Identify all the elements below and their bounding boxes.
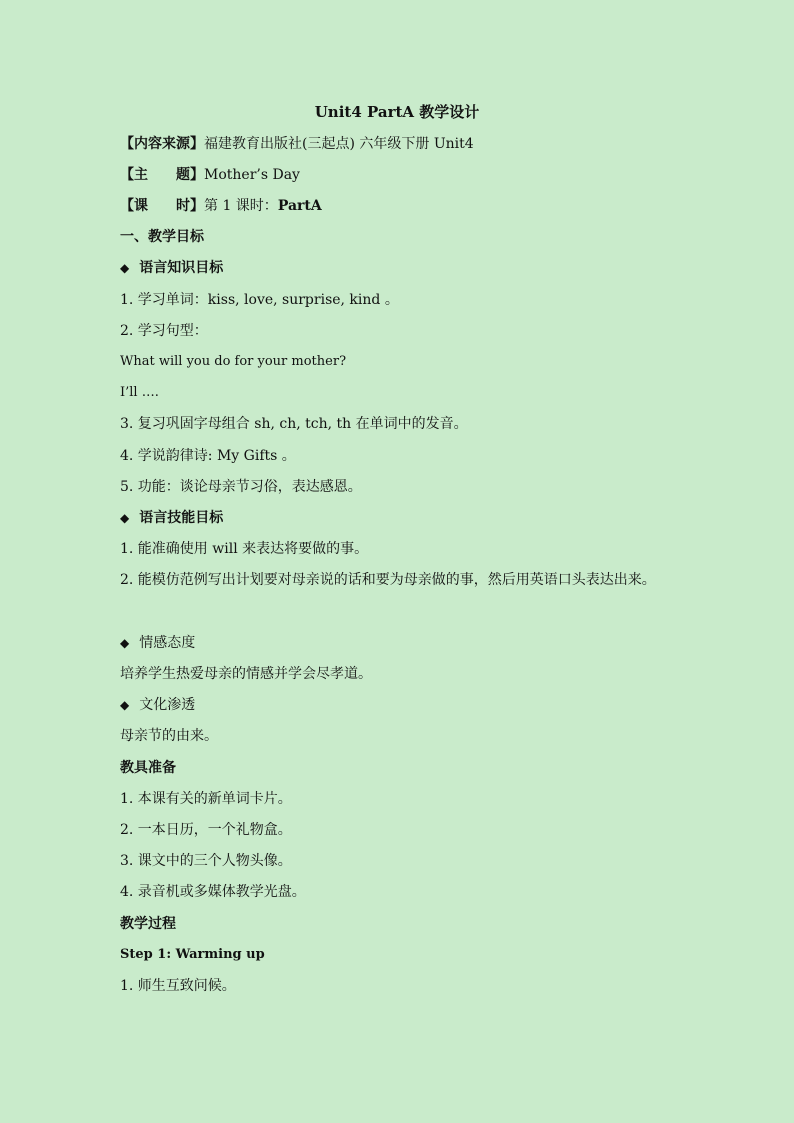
sub-heading-culture xyxy=(120,694,690,716)
sub-heading-culture-label: 文化渗透 xyxy=(139,697,196,713)
list-item: 1. 本课有关的新单词卡片。 xyxy=(120,791,292,807)
sub-heading-knowledge xyxy=(120,257,690,279)
list-item: 4. 学说韵律诗: My Gifts 。 xyxy=(120,448,296,464)
list-item: 2. 学习句型： xyxy=(120,323,208,339)
sub-heading-skills xyxy=(120,507,690,529)
meta-topic-label: 【主 题】 xyxy=(120,167,204,183)
list-item: 2. 一本日历，一个礼物盒。 xyxy=(120,822,292,838)
section-objectives-heading: 一、教学目标 xyxy=(120,229,204,245)
attitude-text: 培养学生热爱母亲的情感并学会尽孝道。 xyxy=(120,666,372,682)
list-item: 3. 复习巩固字母组合 sh, ch, tch, th 在单词中的发音。 xyxy=(120,416,468,432)
diamond-bullet-icon: ◆ xyxy=(120,261,130,275)
sub-heading-attitude xyxy=(120,632,690,654)
list-item: 3. 课文中的三个人物头像。 xyxy=(120,853,292,869)
section-process-heading: 教学过程 xyxy=(120,916,176,932)
meta-source xyxy=(120,133,690,155)
meta-topic-value: Mother’s Day xyxy=(204,167,300,183)
meta-source-label: 【内容来源】 xyxy=(120,136,204,152)
list-item: 1. 师生互致问候。 xyxy=(120,978,236,994)
sub-heading-knowledge-label: 语言知识目标 xyxy=(139,260,224,276)
diamond-bullet-icon: ◆ xyxy=(120,511,130,525)
culture-text: 母亲节的由来。 xyxy=(120,728,218,744)
meta-period xyxy=(120,195,690,217)
step-heading: Step 1: Warming up xyxy=(120,947,265,962)
meta-period-part: PartA xyxy=(277,198,322,214)
list-item: What will you do for your mother? xyxy=(120,354,347,369)
section-materials-heading: 教具准备 xyxy=(120,760,176,776)
meta-source-value: 福建教育出版社(三起点) 六年级下册 Unit4 xyxy=(204,136,474,152)
list-item: I’ll …. xyxy=(120,385,159,400)
diamond-bullet-icon: ◆ xyxy=(120,636,130,650)
list-item: 1. 学习单词：kiss, love, surprise, kind 。 xyxy=(120,292,399,308)
list-item: 2. 能模仿范例写出计划要对母亲说的话和要为母亲做的事，然后用英语口头表达出来。 xyxy=(120,572,656,588)
list-item: 4. 录音机或多媒体教学光盘。 xyxy=(120,884,306,900)
meta-period-label: 【课 时】 xyxy=(120,198,204,214)
meta-period-value: 第 1 课时： xyxy=(204,198,278,214)
list-item: 5. 功能：谈论母亲节习俗，表达感恩。 xyxy=(120,479,362,495)
sub-heading-attitude-label: 情感态度 xyxy=(139,635,196,651)
list-item: 1. 能准确使用 will 来表达将要做的事。 xyxy=(120,541,369,557)
meta-topic xyxy=(120,164,690,186)
sub-heading-skills-label: 语言技能目标 xyxy=(139,510,224,526)
page-title: Unit4 PartA 教学设计 xyxy=(314,103,480,121)
diamond-bullet-icon: ◆ xyxy=(120,698,130,712)
